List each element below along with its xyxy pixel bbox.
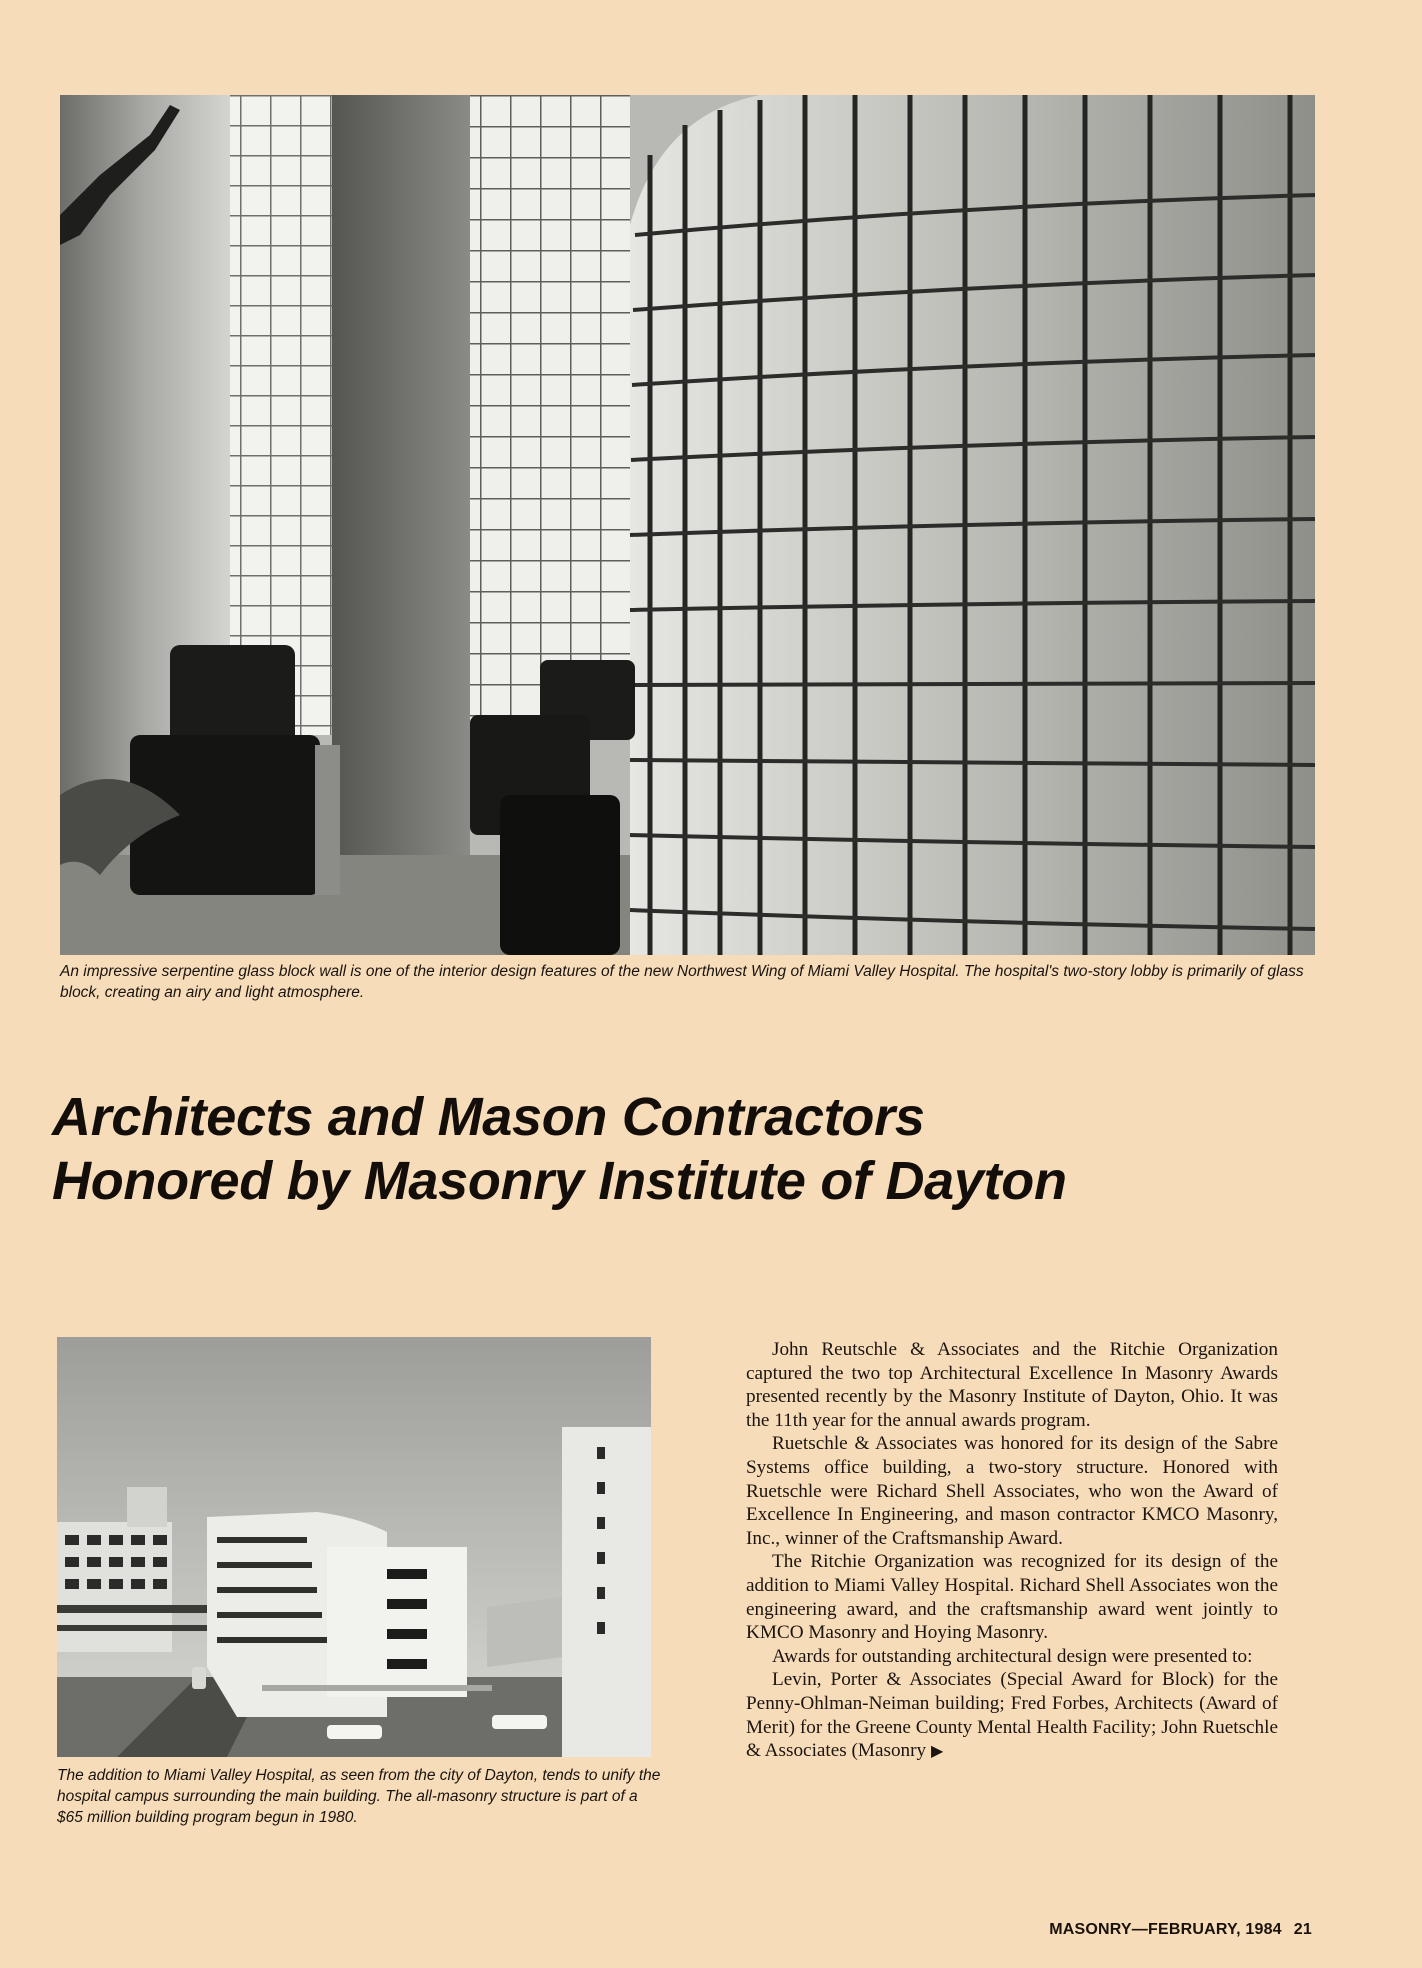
article-paragraph: John Reutschle & Associates and the Ritchie Organization captured the two top Architectural Excellence In Masonry Awards presented recently by the Masonry Institute of Dayton, Ohio. It was the 11th year for the annual awards program. [746, 1339, 1278, 1431]
article-paragraph: The Ritchie Organization was recognized for its design of the addition to Miami Valley Hospital. Richard Shell Associates won the engineering award, and the craftsmanship award went jointly to KMCO Masonry and Hoying Masonry. [746, 1551, 1278, 1644]
article-paragraph: Awards for outstanding architectural design were presented to: [772, 1645, 1253, 1667]
continued-arrow-icon: ▶ [930, 1743, 944, 1761]
page-number: 21 [1293, 1921, 1312, 1938]
article-headline [52, 1085, 1352, 1213]
hospital-photo-caption: The addition to Miami Valley Hospital, as seen from the city of Dayton, tends to unify the hospital campus surrounding the main building. The all-masonry structure is part of a $65 million building program begun in 1980. [57, 1767, 661, 1826]
headline-line-1: Architects and Mason Contractors [52, 1087, 925, 1147]
article-paragraph: Ruetschle & Associates was honored for its design of the Sabre Systems office building, a two-story structure. Honored with Ruetschle were Richard Shell Associates, who won the Award of Excellence In Engineering, and mason contractor KMCO Masonry, Inc., winner of the Craftsmanship Award. [746, 1433, 1278, 1549]
lobby-photo [60, 95, 1315, 955]
page-footer [980, 1921, 1312, 1939]
article-paragraph-text: Levin, Porter & Associates (Special Award for Block) for the Penny-Ohlman-Neiman building; Fred Forbes, Architects (Award of Merit) for the Greene County Mental Health Facility; John Ruetschle & Associates (Masonry [746, 1669, 1278, 1762]
headline-line-2: Honored by Masonry Institute of Dayton [52, 1151, 1067, 1211]
article-paragraph-continued [746, 1668, 1278, 1763]
hospital-photo [57, 1337, 651, 1757]
publication-line: MASONRY—FEBRUARY, 1984 [1049, 1921, 1282, 1938]
article-body [746, 1338, 1278, 1764]
lobby-photo-caption: An impressive serpentine glass block wall is one of the interior design features of the new Northwest Wing of Miami Valley Hospital. The hospital's two-story lobby is primarily of glass block, creating an airy and light atmosphere. [60, 963, 1304, 1001]
